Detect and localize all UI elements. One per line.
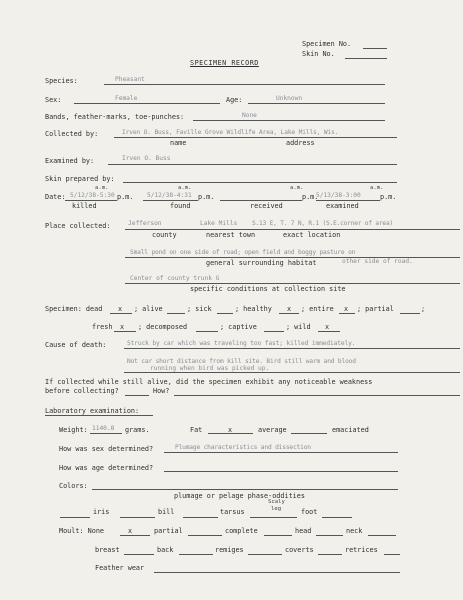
collected-by-label: Collected by: [45, 130, 99, 138]
date-received-caption: received [250, 202, 283, 210]
scaly-note-line1: Scaly [268, 499, 285, 505]
specimen-dead-mark: x [118, 305, 123, 313]
weight-value: 1140.8 [92, 425, 115, 432]
moult-retrices-label: retrices [345, 546, 378, 554]
date-killed-value: 5/12/38-5:30 [70, 192, 115, 199]
moult-back-label: back [157, 546, 174, 554]
date-examined-ampm-top: a.m. [370, 185, 384, 191]
bands-line [193, 120, 385, 121]
fat-mark: x [228, 426, 233, 434]
specimen-sick-line[interactable] [217, 313, 233, 314]
moult-breast-line[interactable] [124, 554, 154, 555]
specimen-healthy-label: ; healthy [235, 305, 272, 313]
bands-value: None [242, 112, 257, 119]
bands-label: Bands, feather-marks, toe-punches: [45, 113, 185, 121]
date-found-ampm-top: a.m. [178, 185, 192, 191]
fat-average-label: average [258, 426, 287, 434]
habitat-value-line2: Center of county trunk G [130, 275, 220, 282]
specimen-entire-label: ; entire [301, 305, 334, 313]
scaly-leg-line[interactable] [250, 517, 297, 518]
date-killed-caption: killed [72, 202, 97, 210]
place-location-value: S.13 E, T. 7 N, R.1 (S.E.corner of area) [252, 220, 394, 227]
moult-partial-label: partial [154, 527, 183, 535]
moult-remiges-line[interactable] [248, 554, 282, 555]
place-county-value: Jefferson [128, 220, 162, 227]
date-received-ampm: p.m. [302, 193, 319, 201]
date-killed-ampm-top: a.m. [95, 185, 109, 191]
specimen-sick-label: ; sick [187, 305, 212, 313]
place-town-caption: nearest town [206, 231, 256, 239]
cause-of-death-line-2 [124, 372, 460, 373]
weakness-question-line1: If collected while still alive, did the specimen exhibit any noticeable weakness [45, 378, 373, 386]
specimen-alive-line[interactable] [167, 313, 185, 314]
specimen-entire-mark: x [344, 305, 349, 313]
specimen-fresh-line[interactable] [114, 331, 136, 332]
tarsus-line[interactable] [183, 517, 218, 518]
skin-prepared-by-line [123, 182, 397, 183]
moult-breast-label: breast [95, 546, 120, 554]
weakness-how-line[interactable] [174, 395, 460, 396]
specimen-partial-label: ; partial [357, 305, 394, 313]
sex-line [74, 103, 220, 104]
date-found-line [143, 200, 198, 201]
age-line [248, 103, 385, 104]
foot-line[interactable] [322, 517, 352, 518]
age-label: Age: [226, 96, 243, 104]
age-value: Unknown [276, 95, 303, 102]
specimen-decomposed-label: ; decomposed [138, 323, 188, 331]
cause-of-death-label: Cause of death: [45, 341, 107, 349]
iris-label: iris [93, 508, 110, 516]
collected-by-name-caption: name [170, 139, 187, 147]
specimen-dead-label: Specimen: dead [45, 305, 103, 313]
cause-of-death-line2: Not car short distance from kill site. Bird still warm and blood [127, 358, 356, 365]
colors-line[interactable] [92, 489, 398, 490]
specimen-healthy-mark: x [287, 305, 292, 313]
moult-none-line[interactable] [120, 535, 150, 536]
bill-line[interactable] [120, 517, 155, 518]
plumage-phase-caption: plumage or pelage phase-oddities [174, 492, 305, 500]
sex-determined-line [164, 452, 398, 453]
specimen-no-label: Specimen No. [302, 40, 352, 48]
examined-by-value: Irven O. Buss [122, 155, 171, 162]
specimen-captive-label: ; captive [220, 323, 257, 331]
date-received-ampm-top: a.m. [290, 185, 304, 191]
weight-grams-label: grams. [125, 426, 150, 434]
date-received-line [220, 200, 302, 201]
specimen-healthy-line[interactable] [279, 313, 299, 314]
skin-no-label: Skin No. [302, 50, 335, 58]
place-county-caption: county [152, 231, 177, 239]
habitat-value-line1b: other side of road. [342, 258, 413, 265]
place-collected-label: Place collected: [45, 222, 111, 230]
place-town-value: Lake Mills [200, 220, 238, 227]
specimen-fresh-label: fresh [92, 323, 113, 331]
weakness-answer-line[interactable] [125, 395, 149, 396]
iris-line[interactable] [60, 517, 90, 518]
collected-by-value: Irven O. Buss, Faville Grove Wildlife Area, Lake Mills, Wis. [122, 129, 339, 136]
place-location-caption: exact location [283, 231, 341, 239]
moult-partial-line[interactable] [188, 535, 222, 536]
specimen-decomposed-line[interactable] [196, 331, 218, 332]
sex-label: Sex: [45, 96, 62, 104]
specimen-dead-line[interactable] [110, 313, 132, 314]
moult-retrices-line[interactable] [384, 554, 400, 555]
moult-complete-line[interactable] [264, 535, 292, 536]
sex-value: Female [115, 95, 138, 102]
moult-back-line[interactable] [179, 554, 213, 555]
date-examined-ampm: p.m. [380, 193, 397, 201]
skin-prepared-by-label: Skin prepared by: [45, 175, 115, 183]
feather-wear-line[interactable] [154, 572, 400, 573]
date-found-caption: found [170, 202, 191, 210]
moult-none-label: Moult: None [59, 527, 105, 535]
date-killed-ampm: p.m. [117, 193, 134, 201]
tarsus-label: tarsus [220, 508, 245, 516]
skin-no-line [345, 58, 387, 59]
specimen-wild-mark: x [325, 323, 330, 331]
foot-label: foot [301, 508, 318, 516]
fat-average-line[interactable] [291, 433, 327, 434]
collected-by-line [114, 137, 397, 138]
species-label: Species: [45, 77, 78, 85]
weakness-question-before: before collecting? [45, 387, 119, 395]
date-examined-line [316, 200, 380, 201]
sex-determined-label: How was sex determined? [59, 445, 154, 453]
collected-by-address-caption: address [286, 139, 315, 147]
species-line [104, 84, 385, 85]
specimen-partial-semi: ; [421, 305, 426, 313]
cause-of-death-line3: running when bird was picked up. [150, 365, 270, 372]
site-conditions-line [125, 283, 460, 284]
specimen-wild-line[interactable] [318, 331, 340, 332]
specimen-no-line [363, 48, 387, 49]
moult-head-line[interactable] [316, 535, 343, 536]
fat-label: Fat [190, 426, 203, 434]
specimen-fresh-mark: x [120, 323, 125, 331]
habitat-caption: general surrounding habitat [206, 259, 317, 267]
age-determined-label: How was age determined? [59, 464, 154, 472]
weight-line[interactable] [90, 433, 122, 434]
moult-remiges-label: remiges [215, 546, 244, 554]
date-killed-line [65, 200, 117, 201]
moult-coverts-line[interactable] [318, 554, 342, 555]
feather-wear-label: Feather wear [95, 564, 145, 572]
sex-determined-value: Plumage characteristics and dissection [175, 444, 311, 451]
site-conditions-caption: specific conditions at collection site [190, 285, 346, 293]
moult-complete-label: complete [225, 527, 258, 535]
specimen-wild-label: ; wild [286, 323, 311, 331]
moult-coverts-label: coverts [285, 546, 314, 554]
fat-emaciated-label: emaciated [332, 426, 369, 434]
specimen-alive-label: ; alive [134, 305, 163, 313]
bill-label: bill [158, 508, 175, 516]
moult-none-mark: x [128, 527, 133, 535]
date-examined-value: 5/13/38-3:00 [316, 192, 361, 199]
habitat-value-line1: Small pond on one side of road; open field and boggy pasture on [130, 249, 356, 256]
examined-by-label: Examined by: [45, 157, 95, 165]
scaly-note-line2: leg [271, 506, 282, 512]
examined-by-line [108, 164, 397, 165]
lab-exam-label: Laboratory examination: [45, 407, 140, 415]
place-collected-line [125, 229, 460, 230]
species-value: Pheasant [115, 76, 145, 83]
moult-neck-label: neck [346, 527, 363, 535]
specimen-partial-line[interactable] [400, 313, 420, 314]
date-label: Date: [45, 193, 66, 201]
moult-head-label: head [295, 527, 312, 535]
cause-of-death-value: Struck by car which was traveling too fast; killed immediately. [127, 340, 356, 347]
colors-label: Colors: [59, 482, 88, 490]
weight-label: Weight: [59, 426, 88, 434]
moult-neck-line[interactable] [368, 535, 396, 536]
cause-of-death-line [124, 348, 460, 349]
specimen-captive-line[interactable] [264, 331, 284, 332]
date-examined-caption: examined [326, 202, 359, 210]
date-found-ampm: p.m. [198, 193, 215, 201]
date-found-value: 5/12/38-4:31 [147, 192, 192, 199]
age-determined-line[interactable] [164, 471, 398, 472]
weakness-how-label: How? [153, 387, 170, 395]
form-title: SPECIMEN RECORD [190, 59, 259, 67]
lab-exam-underline [45, 415, 153, 416]
specimen-entire-line[interactable] [339, 313, 355, 314]
